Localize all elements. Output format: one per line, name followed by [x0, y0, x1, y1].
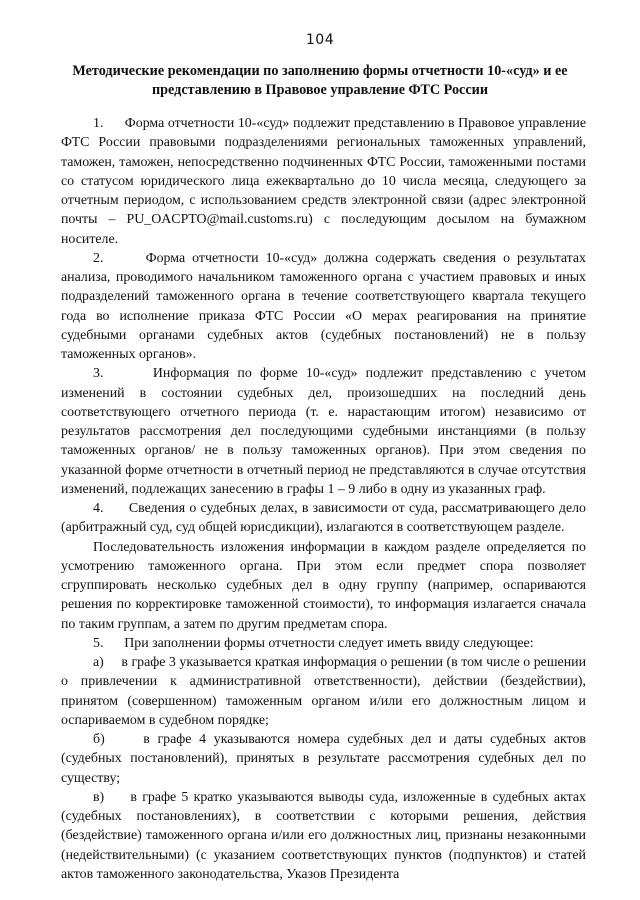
paragraph-4-continuation: Последовательность изложения информации в каждом разделе определяется по усмотрению таможенного органа. При этом если предмет спора позволяет сгруппировать несколько судебных дел в одну группу (например, оспариваются решения по корректировке таможенной стоимости), то информация излагается сначала по таким группам, а затем по другим предметам спора.	[61, 539, 586, 632]
paragraph-3: 3. Информация по форме 10-«суд» подлежит представлению с учетом изменений в состоянии судебных дел, произошедших на последний день соответствующего отчетного периода (т. е. нарастающим итогом) независимо от результатов рассмотрения дел последующими судебными инстанциями (в пользу таможенных органов/ не в пользу таможенных органов). При этом сведения по указанной форме отчетности в отчетный период не представляются в случае отсутствия изменений, подлежащих занесению в графы 1 – 9 либо в одну из указанных граф.	[61, 366, 586, 497]
page-number: 104	[305, 32, 335, 48]
paragraph-2: 2. Форма отчетности 10-«суд» должна содержать сведения о результатах анализа, проводимого начальником таможенного органа с участием правовых и иных подразделений таможенного органа в течение соответствующего квартала текущего года во исполнение приказа ФТС России «О мерах реагирования на принятие судебными органами судебных актов (судебных постановлений) не в пользу таможенных органов».	[61, 250, 586, 362]
list-item-a: а) в графе 3 указывается краткая информация о решении (в том числе о решении о привлечении к административной ответственности), действии (бездействии), принятом (совершенном) таможенным органом и/или его должностным лицом и оспариваемом в судебном порядке;	[61, 655, 586, 728]
document-body	[61, 114, 586, 884]
paragraph-1: 1. Форма отчетности 10-«суд» подлежит представлению в Правовое управление ФТС России правовыми подразделениями региональных таможенных управлений, таможен, таможен, непосредственно подчиненных ФТС России, таможенными постами со статусом юридического лица ежеквартально до 10 числа месяца, следующего за отчетным периодом, с использованием средств электронной связи (адрес электронной почты – PU_OACPTO@mail.customs.ru) с последующим досылом на бумажном носителе.	[61, 116, 586, 247]
paragraph-4: 4. Сведения о судебных делах, в зависимости от суда, рассматривающего дело (арбитражный суд, суд общей юрисдикции), излагаются в соответствующем разделе.	[61, 501, 586, 536]
document-title: Методические рекомендации по заполнению формы отчетности 10-«суд» и ее представлению в Правовое управление ФТС России	[72, 63, 568, 98]
list-item-v: в) в графе 5 кратко указываются выводы суда, изложенные в судебных актах (судебных постановлениях), в соответствии с которыми решения, действия (бездействие) таможенного органа и/или его должностных лиц, признаны незаконными (недействительными) (с указанием соответствующих пунктов (подпунктов) и статей актов таможенного законодательства, Указов Президента	[61, 789, 586, 882]
paragraph-5: 5. При заполнении формы отчетности следует иметь ввиду следующее:	[93, 635, 534, 651]
list-item-b: б) в графе 4 указываются номера судебных дел и даты судебных актов (судебных постановлений), принятых в результате рассмотрения судебных дел по существу;	[61, 732, 586, 786]
